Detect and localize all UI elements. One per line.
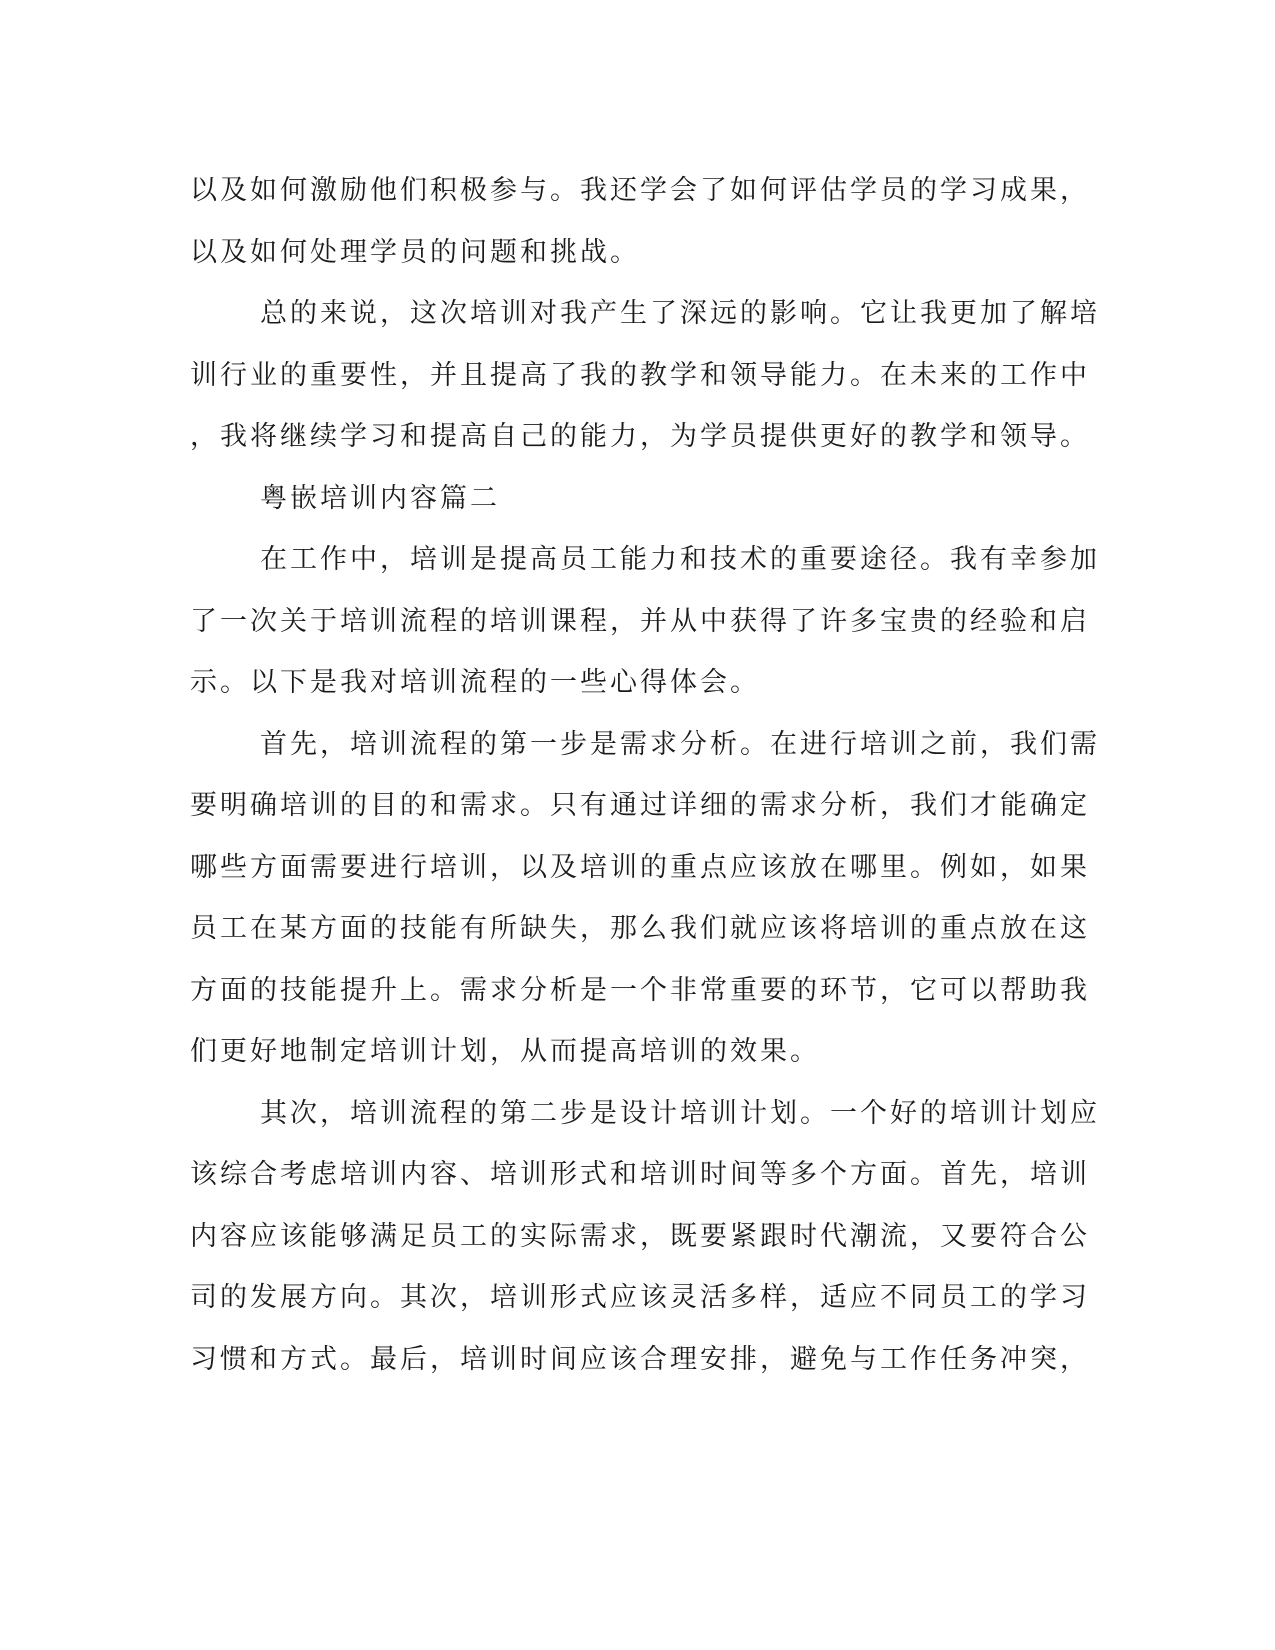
text-line: 以及如何处理学员的问题和挑战。 (190, 236, 640, 268)
paragraph-first-line: 总的来说，这次培训对我产生了深远的影响。它让我更加了解培 (260, 298, 1100, 329)
paragraph-first-line: 在工作中，培训是提高员工能力和技术的重要途径。我有幸参加 (260, 544, 1100, 575)
text-line: 要明确培训的目的和需求。只有通过详细的需求分析，我们才能确定 (190, 790, 1090, 821)
text-line: 们更好地制定培训计划，从而提高培训的效果。 (190, 1036, 820, 1067)
paragraph-first-line: 其次，培训流程的第二步是设计培训计划。一个好的培训计划应 (260, 1097, 1100, 1129)
text-line: 方面的技能提升上。需求分析是一个非常重要的环节，它可以帮助我 (190, 974, 1090, 1006)
text-line: 哪些方面需要进行培训，以及培训的重点应该放在哪里。例如，如果 (190, 851, 1090, 883)
text-line: 了一次关于培训流程的培训课程，并从中获得了许多宝贵的经验和启 (190, 605, 1090, 637)
text-line: 该综合考虑培训内容、培训形式和培训时间等多个方面。首先，培训 (190, 1159, 1090, 1190)
text-line: 训行业的重要性，并且提高了我的教学和领导能力。在未来的工作中 (190, 359, 1090, 391)
text-line: 司的发展方向。其次，培训形式应该灵活多样，适应不同员工的学习 (190, 1282, 1090, 1313)
text-line: ，我将继续学习和提高自己的能力，为学员提供更好的教学和领导。 (190, 421, 1090, 452)
paragraph-first-line: 首先，培训流程的第一步是需求分析。在进行培训之前，我们需 (260, 728, 1100, 760)
document-body (190, 160, 1100, 1390)
text-line: 习惯和方式。最后，培训时间应该合理安排，避免与工作任务冲突， (190, 1343, 1090, 1375)
text-line: 示。以下是我对培训流程的一些心得体会。 (190, 667, 760, 698)
text-line: 以及如何激励他们积极参与。我还学会了如何评估学员的学习成果， (190, 175, 1090, 206)
text-line: 员工在某方面的技能有所缺失，那么我们就应该将培训的重点放在这 (190, 913, 1090, 944)
section-heading: 粤嵌培训内容篇二 (260, 482, 500, 514)
text-line: 内容应该能够满足员工的实际需求，既要紧跟时代潮流，又要符合公 (190, 1220, 1090, 1252)
